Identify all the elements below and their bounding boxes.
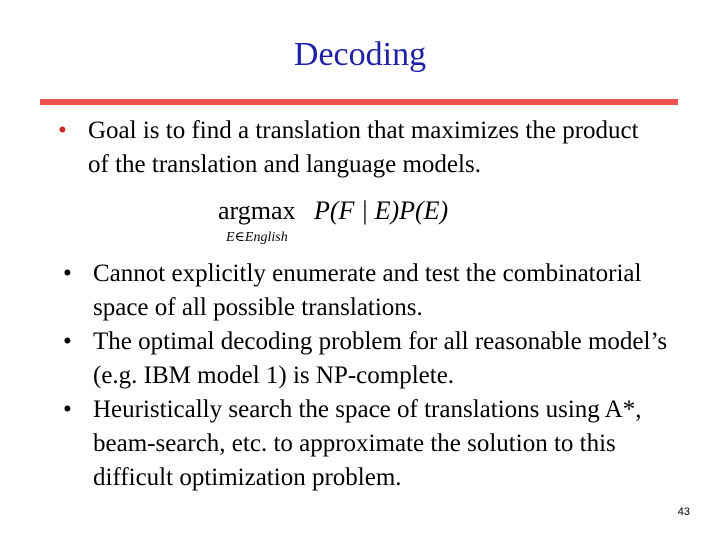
title-underline-rule <box>40 99 678 105</box>
page-number: 43 <box>677 506 690 518</box>
bullet-list <box>63 257 673 495</box>
bullet-text: Heuristically search the space of translations using A*, beam-search, etc. to approximate the solution to this difficult optimization problem. <box>93 396 642 491</box>
intro-bullet <box>58 114 658 182</box>
bullet-marker: • <box>63 396 72 423</box>
bullet-marker: • <box>63 328 72 355</box>
formula-subscript: E∈English <box>226 230 288 245</box>
bullet-text: Cannot explicitly enumerate and test the combinatorial space of all possible translations. <box>93 260 642 321</box>
slide-title: Decoding <box>293 36 427 73</box>
list-item <box>63 325 673 393</box>
formula-operator: argmax <box>218 196 296 225</box>
bullet-marker: • <box>58 117 67 144</box>
argmax-formula <box>218 196 538 248</box>
intro-text: Goal is to find a translation that maximizes the product of the translation and language models. <box>88 117 639 178</box>
bullet-marker: • <box>63 260 72 287</box>
formula-expression: P(F | E)P(E) <box>314 196 449 225</box>
list-item <box>63 257 673 325</box>
bullet-text: The optimal decoding problem for all reasonable model’s (e.g. IBM model 1) is NP-complete. <box>93 328 668 389</box>
list-item <box>63 393 673 495</box>
